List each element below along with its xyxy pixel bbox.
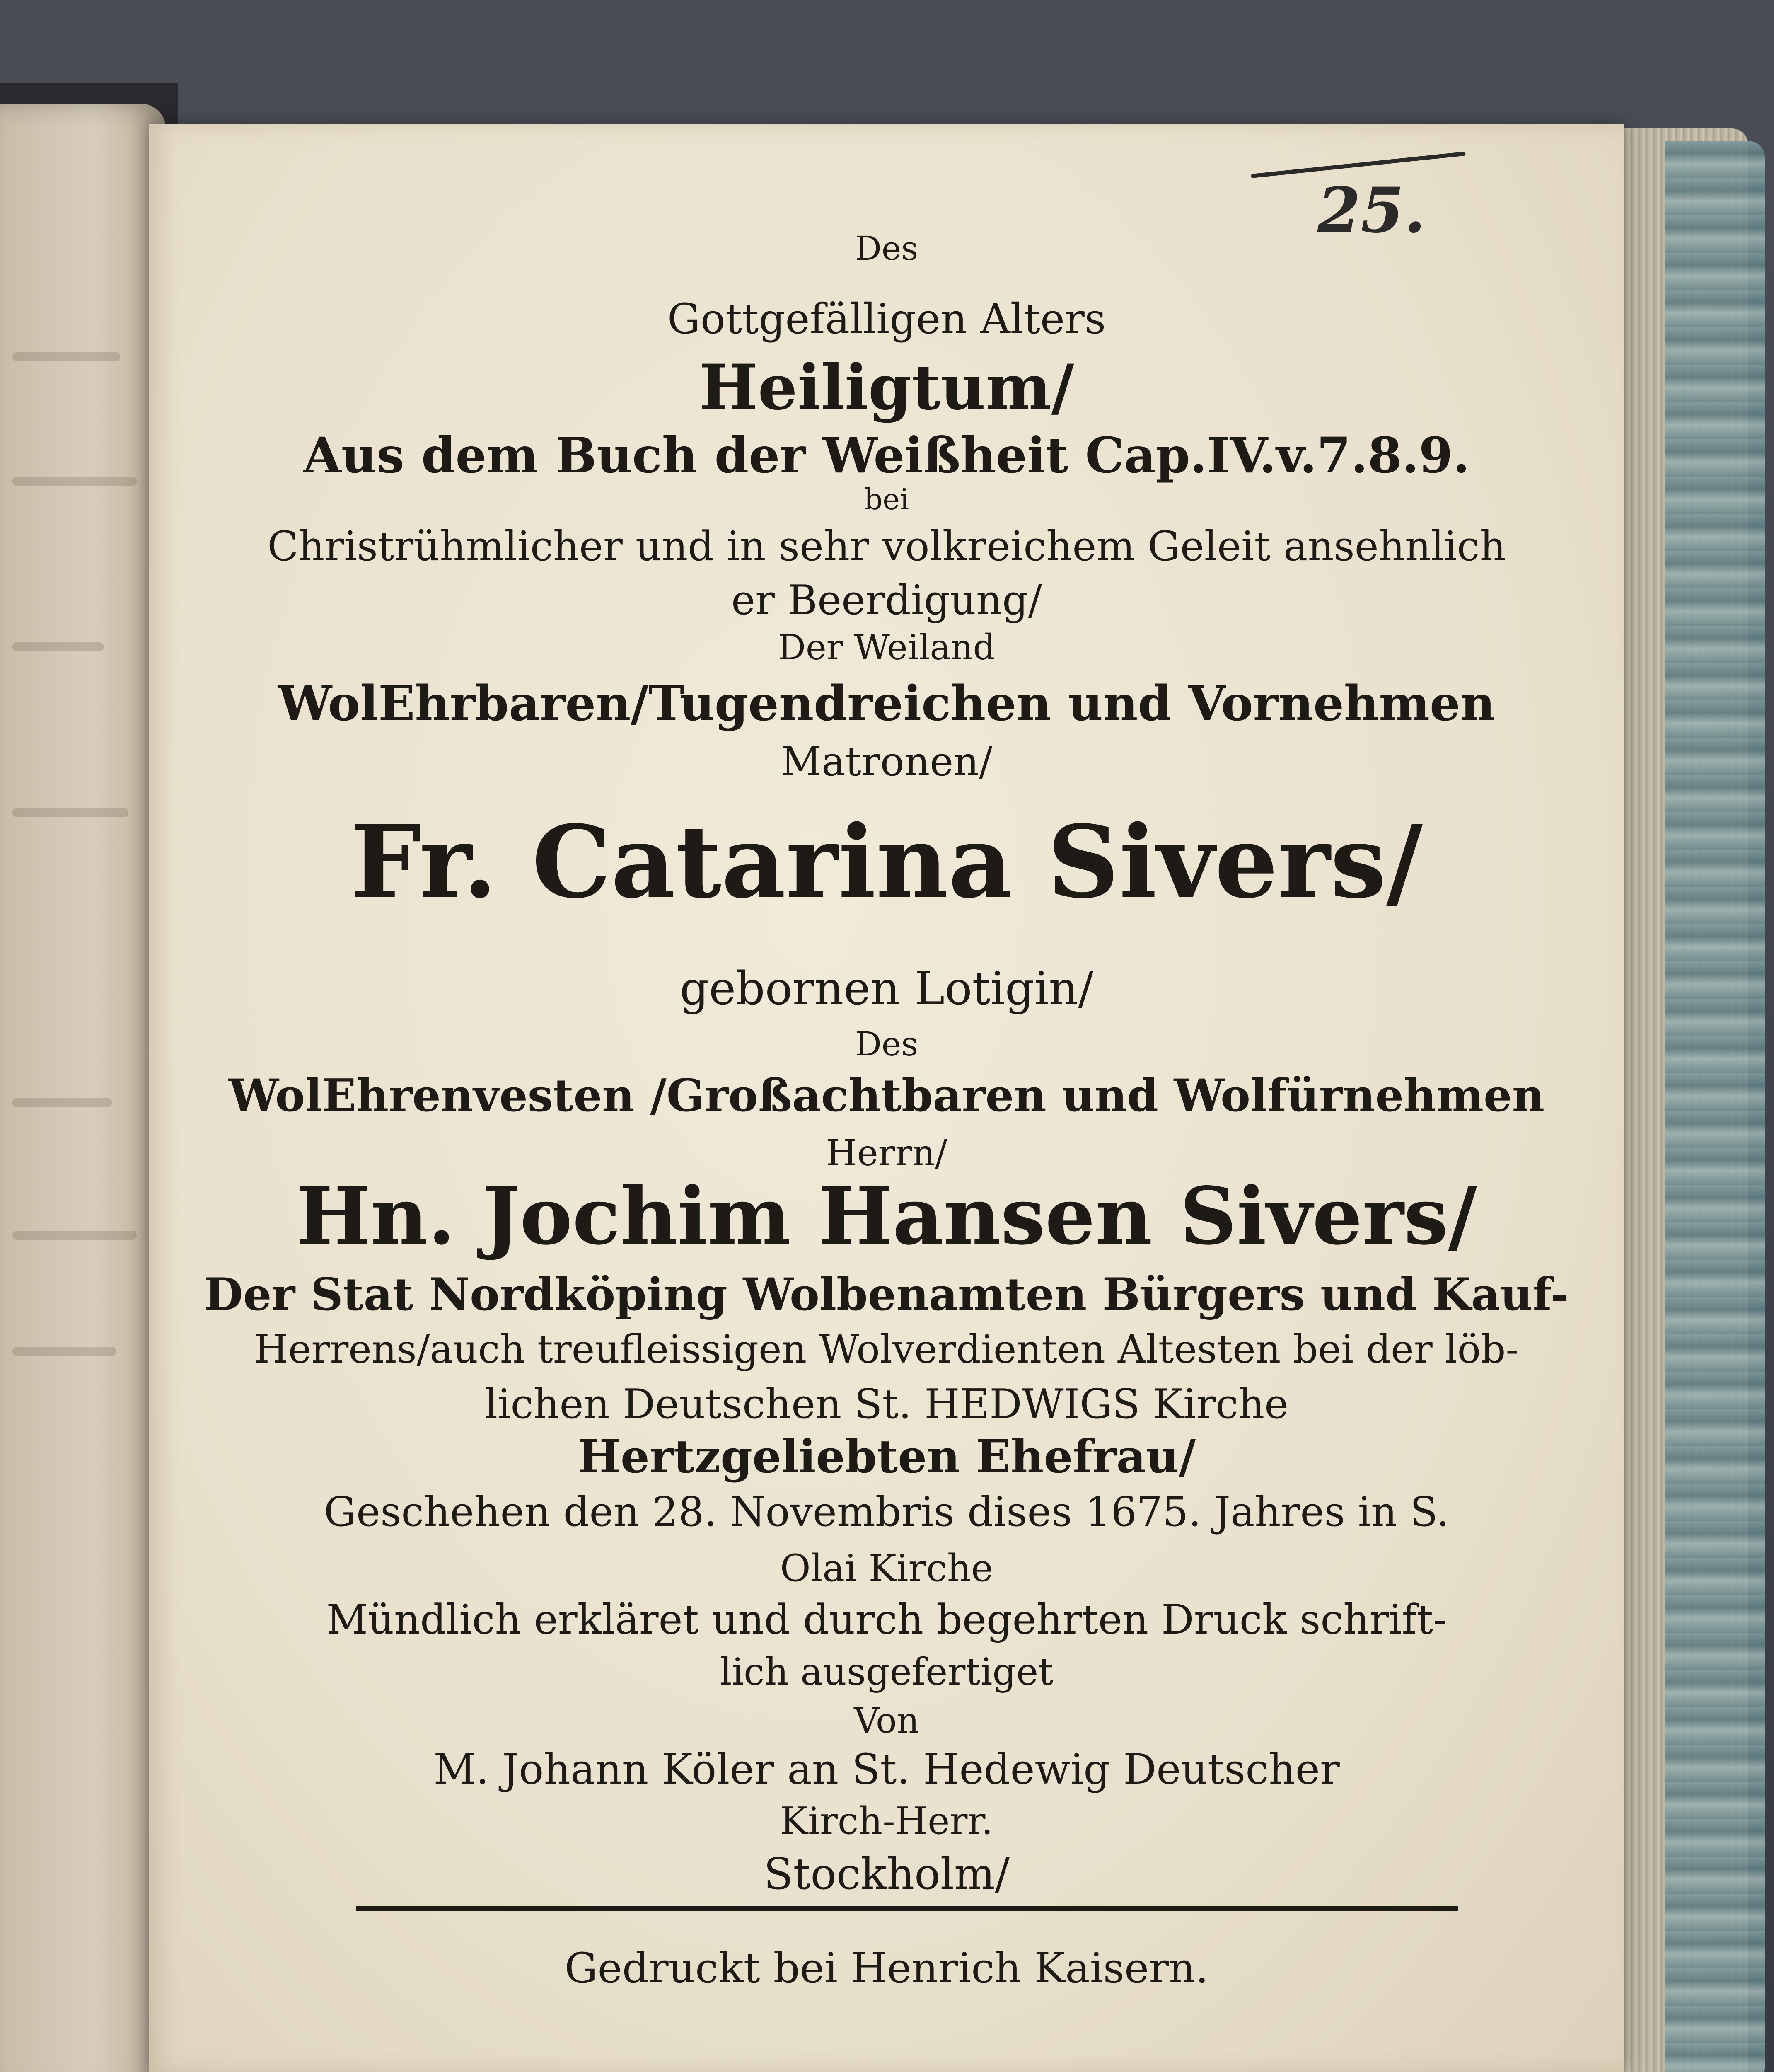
title-line: Herrens/auch treufleissigen Wolverdienten Altesten bei der löb- — [254, 1327, 1519, 1372]
title-line: Matronen/ — [781, 738, 993, 785]
title-line: Aus dem Buch der Weißheit Cap.IV.v.7.8.9. — [303, 426, 1470, 484]
facing-page-bleed — [12, 352, 120, 361]
title-line: Olai Kirche — [780, 1547, 993, 1590]
facing-page-bleed — [12, 477, 137, 486]
imprint-line: Gedruckt bei Henrich Kaisern. — [564, 1944, 1209, 1992]
title-line: Hn. Jochim Hansen Sivers/ — [296, 1170, 1477, 1262]
facing-page-bleed — [12, 642, 104, 651]
title-line: Christrühmlicher und in sehr volkreichem Geleit ansehnlich — [267, 523, 1506, 570]
marbled-edge — [1665, 141, 1765, 2072]
title-line: Geschehen den 28. Novembris dises 1675. Jahres in S. — [324, 1489, 1450, 1536]
title-line: Des — [855, 229, 918, 268]
title-line: bei — [864, 482, 909, 516]
title-line: Der Stat Nordköping Wolbenamten Bürgers und Kauf- — [204, 1268, 1569, 1321]
title-line: Kirch-Herr. — [780, 1799, 993, 1843]
title-line: Der Weiland — [778, 627, 996, 668]
facing-page-bleed — [12, 808, 128, 817]
title-line: Hertzgeliebten Ehefrau/ — [577, 1430, 1196, 1483]
title-line: Stockholm/ — [764, 1849, 1010, 1899]
title-line: WolEhrbaren/Tugendreichen und Vornehmen — [278, 675, 1496, 732]
title-line: Gottgefälligen Alters — [667, 295, 1106, 343]
title-line: Mündlich erkläret und durch begehrten Druck schrift- — [326, 1596, 1447, 1644]
facing-page-bleed — [12, 1231, 137, 1240]
title-line: Von — [854, 1700, 919, 1741]
title-line: M. Johann Köler an St. Hedewig Deutscher — [433, 1745, 1340, 1794]
title-line: lichen Deutschen St. HEDWIGS Kirche — [484, 1381, 1289, 1428]
facing-page — [0, 104, 166, 2072]
facing-page-bleed — [12, 1098, 112, 1107]
title-line: gebornen Lotigin/ — [679, 962, 1094, 1015]
title-line: WolEhrenvesten /Großachtbaren und Wolfürnehmen — [228, 1070, 1545, 1122]
handwritten-number: 25. — [1317, 174, 1426, 247]
title-line: er Beerdigung/ — [731, 577, 1042, 624]
title-line: Heiligtum/ — [699, 351, 1074, 424]
imprint-rule — [356, 1906, 1458, 1911]
title-line: Herrn/ — [826, 1133, 947, 1174]
facing-page-bleed — [12, 1347, 116, 1356]
title-line: Fr. Catarina Sivers/ — [350, 804, 1423, 920]
title-line: Des — [855, 1025, 918, 1063]
title-line: lich ausgefertiget — [720, 1650, 1054, 1694]
